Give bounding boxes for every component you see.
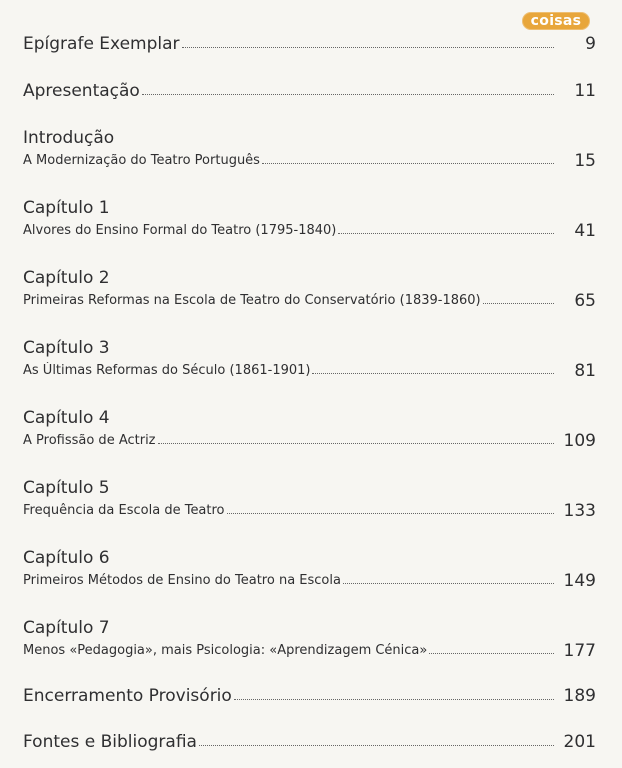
chapter-heading: Capítulo 3 (23, 338, 110, 358)
toc-title: As Últimas Reformas do Século (1861-1901) (23, 363, 311, 378)
toc-entry-chapter-2 (23, 268, 596, 310)
dot-leader (312, 373, 554, 374)
toc-line (23, 362, 596, 380)
toc-line (23, 34, 596, 54)
toc-title: A Profissão de Actriz (23, 433, 156, 448)
toc-page-number: 109 (563, 431, 596, 451)
toc-page-number: 201 (563, 732, 596, 752)
toc-title: Epígrafe Exemplar (23, 34, 180, 54)
toc-page-number: 11 (574, 81, 596, 101)
toc-title: Encerramento Provisório (23, 686, 232, 706)
dot-leader (158, 443, 554, 444)
chapter-heading: Capítulo 2 (23, 268, 110, 288)
toc-title: Fontes e Bibliografia (23, 732, 197, 752)
section-heading: Introdução (23, 128, 115, 148)
toc-page-number: 41 (574, 221, 596, 241)
chapter-heading: Capítulo 7 (23, 618, 110, 638)
toc-page-number: 133 (563, 501, 596, 521)
coisas-badge: coisas (522, 12, 590, 30)
dot-leader (343, 583, 554, 584)
dot-leader (182, 47, 554, 48)
toc-entry-chapter-7 (23, 618, 596, 660)
toc-page-number: 81 (574, 361, 596, 381)
dot-leader (199, 745, 554, 746)
toc-line (23, 152, 596, 170)
toc-entry-chapter-3 (23, 338, 596, 380)
toc-title: Primeiros Métodos de Ensino do Teatro na Escola (23, 573, 341, 588)
toc-title: Apresentação (23, 81, 140, 101)
toc-page-number: 15 (574, 151, 596, 171)
toc-entry-chapter-4 (23, 408, 596, 450)
toc-line (23, 732, 596, 752)
toc-page-number: 149 (563, 571, 596, 591)
toc-line (23, 292, 596, 310)
chapter-heading: Capítulo 5 (23, 478, 110, 498)
toc-line (23, 572, 596, 590)
toc-page-number: 177 (563, 641, 596, 661)
chapter-heading: Capítulo 6 (23, 548, 110, 568)
toc-title: Primeiras Reformas na Escola de Teatro do Conservatório (1839-1860) (23, 293, 481, 308)
dot-leader (338, 233, 554, 234)
chapter-heading: Capítulo 4 (23, 408, 110, 428)
toc-entry-epigrafe (23, 34, 596, 54)
toc-line (23, 502, 596, 520)
toc-line (23, 642, 596, 660)
dot-leader (227, 513, 554, 514)
toc-entry-chapter-6 (23, 548, 596, 590)
dot-leader (142, 94, 554, 95)
chapter-heading: Capítulo 1 (23, 198, 110, 218)
toc-line (23, 81, 596, 101)
toc-title: Alvores do Ensino Formal do Teatro (1795-1840) (23, 223, 337, 238)
toc-title: A Modernização do Teatro Português (23, 153, 260, 168)
toc-entry-apresentacao (23, 81, 596, 101)
toc-entry-chapter-5 (23, 478, 596, 520)
toc-title: Frequência da Escola de Teatro (23, 503, 225, 518)
dot-leader (234, 699, 554, 700)
toc-line (23, 432, 596, 450)
toc-title: Menos «Pedagogia», mais Psicologia: «Aprendizagem Cénica» (23, 643, 428, 658)
toc-page-number: 9 (585, 34, 596, 54)
dot-leader (483, 303, 554, 304)
dot-leader (429, 653, 554, 654)
dot-leader (262, 163, 554, 164)
toc-page-number: 189 (563, 686, 596, 706)
toc-entry-chapter-1 (23, 198, 596, 240)
toc-entry-introducao (23, 128, 596, 170)
toc-entry-fontes (23, 732, 596, 752)
toc-line (23, 686, 596, 706)
toc-page-number: 65 (574, 291, 596, 311)
toc-entry-encerramento (23, 686, 596, 706)
toc-line (23, 222, 596, 240)
